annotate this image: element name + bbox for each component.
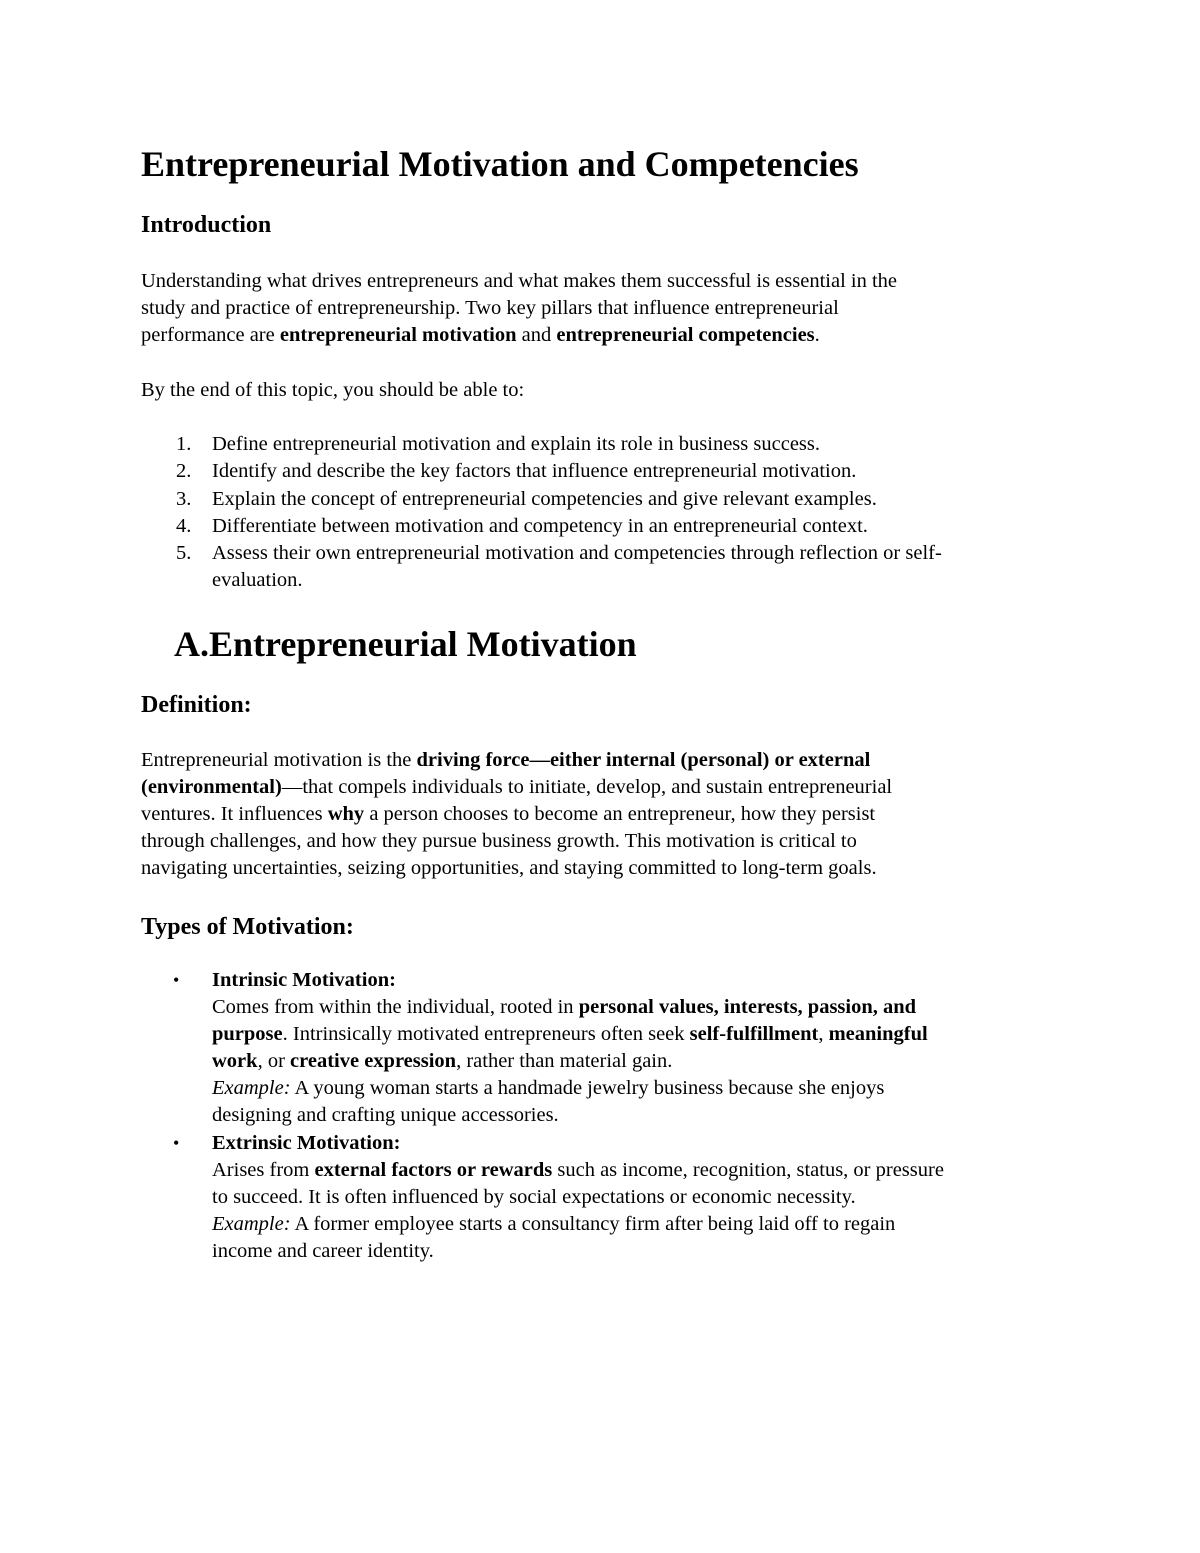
objective-number: 4. — [176, 514, 192, 537]
objective-item — [141, 513, 942, 540]
definition-line: through challenges, and how they pursue business growth. This motivation is critical to — [141, 830, 857, 852]
bold-term: entrepreneurial motivation — [279, 324, 517, 346]
objective-item — [141, 458, 942, 485]
objectives-list — [141, 431, 942, 595]
bold-term: self-fulfillment — [689, 1023, 819, 1046]
objective-number: 5. — [176, 542, 192, 565]
objective-number: 1. — [176, 433, 192, 455]
bold-term: personal values, interests, passion, and — [578, 996, 917, 1019]
list-item-extrinsic: • Extrinsic Motivation: Arises from external factors or rewards such as income, recognition, status, or pressure to succeed. It is often influenced by social expectations or economic necessity. Example: A former employee starts a consultancy firm after being laid off to regain income and career identity. — [173, 1131, 944, 1262]
intro-line: study and practice of entrepreneurship. Two key pillars that influence entrepreneurial — [141, 297, 839, 319]
objective-text: Define entrepreneurial motivation and explain its role in business success. — [212, 433, 820, 455]
objective-item — [141, 486, 942, 513]
bullet-icon: • — [173, 1132, 180, 1153]
extrinsic-title: Extrinsic Motivation: — [212, 1131, 401, 1154]
bullet-icon: • — [173, 970, 180, 990]
objective-text: Differentiate between motivation and competency in an entrepreneurial context. — [212, 514, 868, 537]
objective-text: Explain the concept of entrepreneurial competencies and give relevant examples. — [212, 487, 877, 510]
objective-text: Assess their own entrepreneurial motivation and competencies through reflection or self- — [212, 542, 942, 565]
bold-term: purpose — [212, 1023, 283, 1046]
objective-item — [141, 431, 942, 458]
bold-term: work — [212, 1050, 258, 1073]
bold-term: why — [327, 803, 365, 825]
definition-heading: Definition: — [141, 692, 252, 718]
example-label: Example: — [212, 1077, 291, 1100]
objective-item — [141, 540, 942, 595]
definition-line: (environmental)—that compels individuals to initiate, develop, and sustain entrepreneurial — [141, 776, 893, 798]
bold-term: meaningful — [828, 1023, 928, 1046]
intrinsic-title: Intrinsic Motivation: — [212, 969, 396, 991]
bold-term: (environmental) — [141, 776, 282, 798]
objective-number: 3. — [176, 487, 192, 510]
intro-line: performance are entrepreneurial motivation and entrepreneurial competencies. — [141, 324, 820, 346]
bold-term: creative expression — [290, 1050, 457, 1073]
types-of-motivation-heading: Types of Motivation: — [141, 914, 354, 940]
bold-term: external factors or rewards — [314, 1158, 553, 1181]
definition-line: Entrepreneurial motivation is the driving force—either internal (personal) or external — [141, 749, 871, 771]
objective-text-continued: evaluation. — [212, 569, 303, 592]
objectives-lead: By the end of this topic, you should be able to: — [141, 379, 525, 401]
introduction-paragraph — [141, 268, 1041, 349]
list-item-intrinsic: • Intrinsic Motivation: Comes from within the individual, rooted in personal values, interests, passion, and purpose. Intrinsically motivated entrepreneurs often seek self-fulfillment, meaningful work, or creative expression, rather than material gain. Example: A young woman starts a handmade jewelry business because she enjoys designing and crafting unique accessories. — [173, 969, 928, 1127]
intro-line: Understanding what drives entrepreneurs and what makes them successful is essential in the — [141, 270, 898, 292]
definition-line: navigating uncertainties, seizing opportunities, and staying committed to long-term goals. — [141, 857, 877, 879]
objective-number: 2. — [176, 460, 192, 483]
bold-term: entrepreneurial competencies — [556, 324, 815, 346]
bold-term: driving force—either internal (personal) or external — [416, 749, 871, 771]
definition-line: ventures. It influences why a person chooses to become an entrepreneur, how they persist — [141, 803, 876, 825]
section-a-heading: A.Entrepreneurial Motivation — [174, 624, 637, 664]
document-title: Entrepreneurial Motivation and Competencies — [141, 144, 859, 184]
introduction-heading: Introduction — [141, 212, 272, 238]
motivation-types-list — [141, 967, 944, 1265]
definition-paragraph — [141, 747, 1041, 882]
example-label: Example: — [212, 1212, 291, 1235]
objective-text: Identify and describe the key factors that influence entrepreneurial motivation. — [212, 460, 857, 483]
